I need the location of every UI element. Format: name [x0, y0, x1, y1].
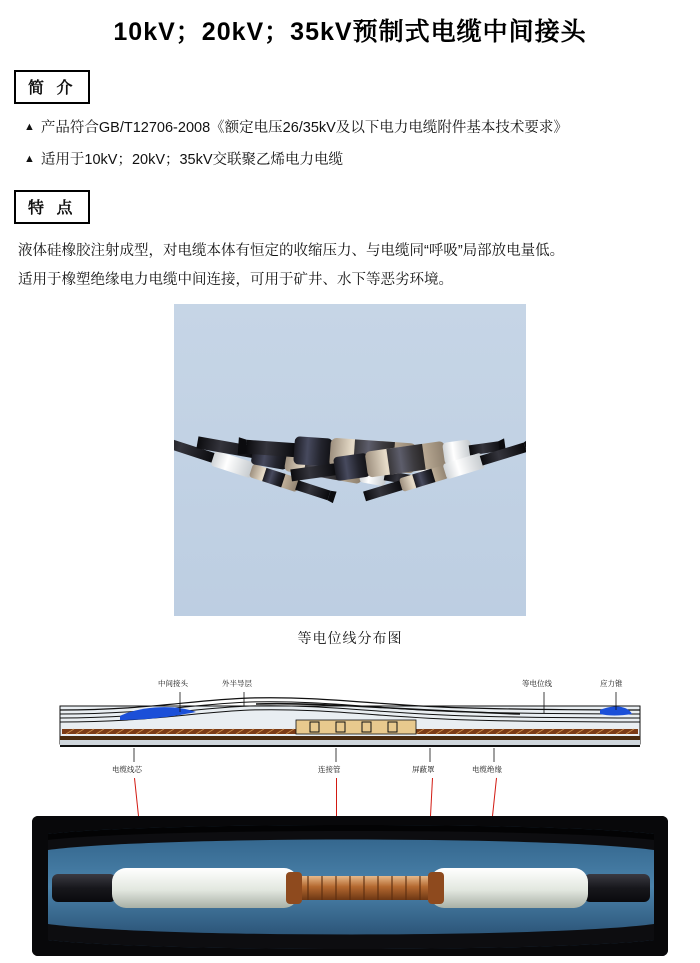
- triangle-icon: ▲: [24, 121, 35, 133]
- list-item: [24, 150, 700, 172]
- section-heading-features: 特 点: [14, 190, 90, 224]
- section-intro: [0, 70, 700, 172]
- assembly-photo: [32, 816, 668, 956]
- label-connector-tube: 连接管: [318, 764, 341, 774]
- section-features: [0, 190, 700, 292]
- cross-section-diagram: [0, 666, 700, 806]
- product-photo-graphic: [174, 304, 526, 616]
- intro-bullet-list: [24, 118, 700, 172]
- label-cable-core: 电缆线芯: [112, 764, 142, 774]
- photo-caption: 等电位线分布图: [297, 629, 403, 646]
- section-heading-intro: 简 介: [14, 70, 90, 104]
- label-outer-semicon: 外半导层: [222, 678, 252, 688]
- label-equipotential-line: 等电位线: [522, 678, 552, 688]
- label-shield-cover: 屏蔽罩: [412, 764, 435, 774]
- label-stress-cone: 应力锥: [600, 678, 623, 688]
- triangle-icon: ▲: [24, 152, 35, 165]
- feature-text-block: [18, 240, 700, 292]
- product-photo: [174, 304, 526, 616]
- page-title: 10kV；20kV；35kV预制式电缆中间接头: [113, 18, 587, 46]
- feature-line: 适用于橡塑绝缘电力电缆中间连接，可用于矿井、水下等恶劣环境。: [18, 271, 453, 288]
- label-middle-joint: 中间接头: [158, 678, 188, 688]
- assembly-photo-graphic: [32, 816, 668, 956]
- feature-line: 液体硅橡胶注射成型，对电缆本体有恒定的收缩压力、与电缆同“呼吸”局部放电量低。: [18, 242, 565, 259]
- bullet-text: 产品符合GB/T12706-2008《额定电压26/35kV及以下电力电缆附件基本技术要求》: [40, 120, 568, 136]
- bullet-text: 适用于10kV；20kV；35kV交联聚乙烯电力电缆: [40, 151, 344, 168]
- list-item: [24, 118, 700, 140]
- label-cable-insulation: 电缆绝缘: [472, 764, 502, 774]
- cross-section-graphic: [0, 666, 700, 806]
